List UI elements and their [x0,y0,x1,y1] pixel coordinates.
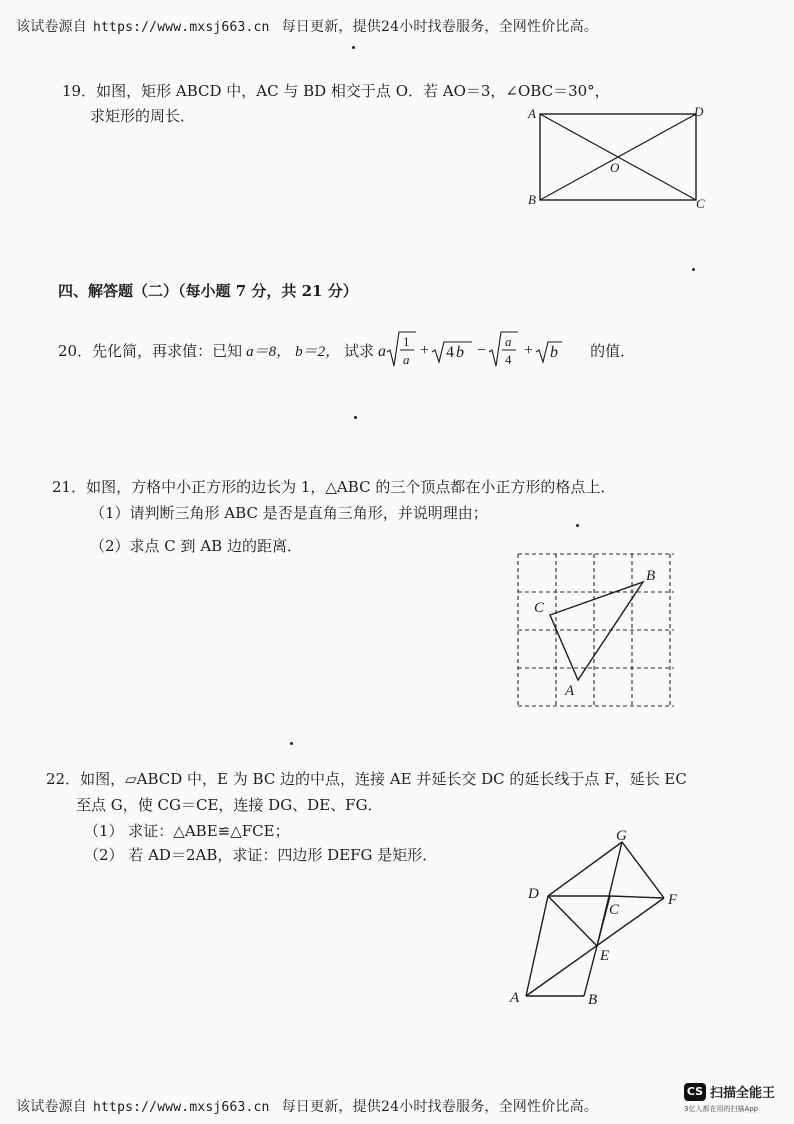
header-note: 每日更新，提供24小时找卷服务，全网性价比高。 [281,19,599,35]
q22-part2: （2） 若 AD＝2AB，求证：四边形 DEFG 是矩形． [84,846,438,864]
q19-label-o: O [610,160,620,175]
q21-label-c: C [534,600,545,616]
svg-text:1: 1 [403,334,410,349]
q22-line1: 22．如图，▱ABCD 中，E 为 BC 边的中点，连接 AE 并延长交 DC 的延长线于点 F，延长 EC [46,770,687,788]
scan-speck [692,268,695,271]
q20-suffix: 的值． [590,341,636,360]
q22-line2: 至点 G，使 CG＝CE，连接 DG、DE、FG． [76,796,383,814]
q21-label-b: B [646,568,656,584]
scanner-logo-name: 扫描全能王 [710,1086,776,1101]
q19-label-b: B [528,192,536,207]
q22-label-c: C [609,902,620,918]
q22-parallelogram-figure [506,824,692,1010]
q22-label-f: F [668,892,678,908]
svg-text:−: − [477,342,487,359]
scan-speck [576,524,579,527]
q20-a-value: a＝8， [246,343,292,360]
q21-label-a: A [565,683,575,699]
scanner-logo-icon: CS [684,1083,706,1101]
header-url[interactable]: https://www.mxsj663.cn [93,20,270,35]
scan-speck [354,416,357,419]
q21-grid-figure [514,550,678,714]
q21-part1: （1）请判断三角形 ABC 是否是直角三角形，并说明理由； [90,504,488,522]
q22-label-g: G [616,828,627,844]
q20-prefix: 20．先化简，再求值：已知 [58,341,243,360]
scan-speck [352,46,355,49]
section-title: 四、解答题（二）（每小题 7 分，共 21 分） [58,282,358,300]
svg-text:a: a [403,352,410,367]
scan-speck [290,742,293,745]
q20-expression [376,328,588,372]
q20-b-value: b＝2， [295,343,341,360]
q19-label-c: C [696,196,705,211]
header-site: 该试卷源自 [16,19,87,35]
svg-text:a: a [378,343,387,360]
q22-label-a: A [510,990,520,1006]
q19-label-a: A [528,106,536,121]
q20-line [58,328,635,372]
q21-part2: （2）求点 C 到 AB 边的距离． [90,537,302,555]
svg-text:4: 4 [446,344,455,361]
footer-url[interactable]: https://www.mxsj663.cn [93,1100,270,1115]
scanner-logo [684,1082,775,1114]
q21-line1: 21．如图，方格中小正方形的边长为 1，△ABC 的三个顶点都在小正方形的格点上． [52,478,616,496]
q20-try: 试求 [344,341,375,360]
svg-text:b: b [550,344,559,361]
footer-site: 该试卷源自 [16,1099,87,1115]
page-footer [16,1096,598,1116]
svg-text:a: a [505,334,512,349]
scanner-logo-tagline: 3亿人都在用的扫描App [684,1105,759,1113]
svg-text:b: b [456,344,465,361]
footer-note: 每日更新，提供24小时找卷服务，全网性价比高。 [281,1099,599,1115]
q22-label-e: E [600,948,610,964]
page-header [16,16,598,36]
q22-label-d: D [528,886,539,902]
q19-rectangle-figure [522,100,712,215]
q22-part1: （1） 求证：△ABE≌△FCE； [84,822,290,840]
q22-label-b: B [588,992,598,1008]
q19-line1: 19．如图，矩形 ABCD 中，AC 与 BD 相交于点 O．若 AO＝3，∠OBC＝30°， [62,82,610,100]
q19-line2: 求矩形的周长． [90,107,196,125]
q19-label-d: D [694,104,704,119]
svg-text:+: + [420,342,430,359]
svg-text:4: 4 [505,352,512,367]
svg-text:+: + [524,342,534,359]
